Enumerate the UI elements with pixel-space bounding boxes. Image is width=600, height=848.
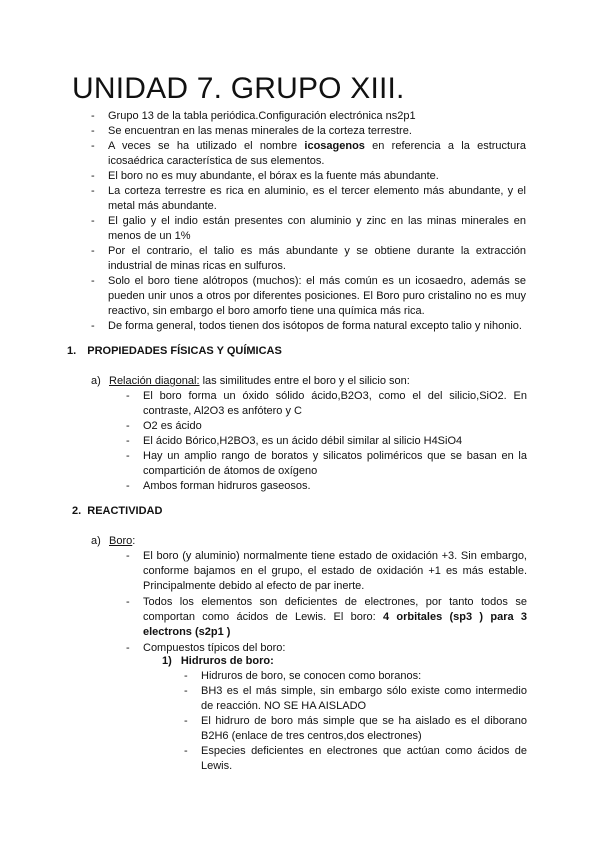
list-item: - El ácido Bórico,H2BO3, es un ácido débil similar al silicio H4SiO4 — [126, 435, 463, 447]
list-item: - Todos los elementos son deficientes de electrones, por tanto todos se comportan como ácidos de Lewis. El boro: 4 orbitales (sp3 ) para 3 electrons (s2p1 ) — [126, 596, 527, 638]
subsection-marker: a) — [91, 535, 101, 547]
list-item: - A veces se ha utilizado el nombre icosagenos en referencia a la estructura icosaédrica característica de sus elementos. — [91, 140, 526, 167]
bullet-dash: - — [126, 450, 130, 462]
bullet-dash: - — [126, 550, 130, 562]
bullet-dash: - — [91, 140, 95, 152]
list-item: - Especies deficientes en electrones que actúan como ácidos de Lewis. — [184, 745, 527, 772]
bullet-dash: - — [91, 185, 95, 197]
bullet-dash: - — [91, 110, 95, 122]
section-number: 2. — [72, 505, 82, 517]
page-title: UNIDAD 7. GRUPO XIII. — [72, 72, 405, 105]
list-item: - Grupo 13 de la tabla periódica.Configuración electrónica ns2p1 — [91, 110, 416, 122]
bullet-dash: - — [91, 125, 95, 137]
list-item: - De forma general, todos tienen dos isótopos de forma natural excepto talio y nihonio. — [91, 320, 522, 332]
section-title: REACTIVIDAD — [87, 505, 163, 517]
bullet-dash: - — [184, 745, 188, 757]
section-title: PROPIEDADES FÍSICAS Y QUÍMICAS — [87, 345, 282, 357]
bullet-dash: - — [126, 420, 130, 432]
list-item: - Hidruros de boro, se conocen como boranos: — [184, 670, 422, 682]
subsection-a-diagonal — [91, 374, 531, 389]
subsection-a-boro: a) Boro: — [91, 535, 136, 547]
list-item: - Ambos forman hidruros gaseosos. — [126, 480, 311, 492]
numbered-marker: 1) — [162, 655, 172, 667]
bullet-dash: - — [126, 390, 130, 402]
section-heading-1 — [67, 344, 282, 359]
bullet-dash: - — [184, 715, 188, 727]
list-item: - Hay un amplio rango de boratos y silicatos poliméricos que se basan en la compartición de átomos de oxígeno — [126, 450, 527, 477]
diagonal-list — [126, 389, 527, 494]
bold-term: icosagenos — [304, 140, 365, 152]
list-item: - El boro no es muy abundante, el bórax es la fuente más abundante. — [91, 170, 439, 182]
list-item: - Por el contrario, el talio es más abundante y se obtiene durante la extracción industrial de minas ricas en sulfuros. — [91, 245, 526, 272]
bold-term: 4 orbitales (sp3 ) para 3 electrons (s2p1 ) — [143, 611, 527, 638]
section-heading-2 — [72, 504, 162, 519]
bullet-dash: - — [126, 642, 130, 654]
hidruros-list — [184, 669, 527, 774]
bullet-dash: - — [184, 685, 188, 697]
numbered-hidruros — [162, 654, 462, 669]
bullet-dash: - — [126, 596, 130, 608]
list-item: - Solo el boro tiene alótropos (muchos): el más común es un icosaedro, además se pueden unir unos a otros por diferentes posiciones. El Boro puro cristalino no es muy reactivo, sin embargo el boro amorfo tiene una química más rica. — [91, 275, 526, 317]
bullet-dash: - — [184, 670, 188, 682]
list-item: - El boro (y aluminio) normalmente tiene estado de oxidación +3. Sin embargo, conforme bajamos en el grupo, el estado de oxidación +1 es más estable. Principalmente debido al efecto de par inerte. — [126, 550, 527, 592]
bullet-dash: - — [126, 480, 130, 492]
bullet-dash: - — [91, 170, 95, 182]
list-item: - El boro forma un óxido sólido ácido,B2O3, como el del silicio,SiO2. En contraste, Al2O3 es anfótero y C — [126, 390, 527, 417]
list-item: - La corteza terrestre es rica en aluminio, es el tercer elemento más abundante, y el metal más abundante. — [91, 185, 526, 212]
bullet-dash: - — [91, 215, 95, 227]
subsection-label: Boro — [109, 535, 133, 547]
bullet-dash: - — [91, 245, 95, 257]
bullet-dash: - — [126, 435, 130, 447]
intro-list — [91, 109, 526, 334]
list-item: - Se encuentran en las menas minerales de la corteza terrestre. — [91, 125, 412, 137]
numbered-label: Hidruros de boro: — [180, 655, 274, 667]
list-item: - O2 es ácido — [126, 420, 202, 432]
list-item: - El hidruro de boro más simple que se ha aislado es el diborano B2H6 (enlace de tres centros,dos electrones) — [184, 715, 527, 742]
subsection-text: las similitudes entre el boro y el silicio son: — [199, 375, 410, 387]
section-number: 1. — [67, 345, 77, 357]
list-item: - El galio y el indio están presentes con aluminio y zinc en las minas minerales en menos de un 1% — [91, 215, 526, 242]
reactividad-list — [126, 549, 527, 656]
subsection-label: Relación diagonal: — [109, 375, 200, 387]
subsection-marker: a) — [91, 375, 101, 387]
bullet-dash: - — [91, 320, 95, 332]
bullet-dash: - — [91, 275, 95, 287]
list-item: - Compuestos típicos del boro: — [126, 642, 286, 654]
list-item: - BH3 es el más simple, sin embargo sólo existe como intermedio de reacción. NO SE HA AISLADO — [184, 685, 527, 712]
